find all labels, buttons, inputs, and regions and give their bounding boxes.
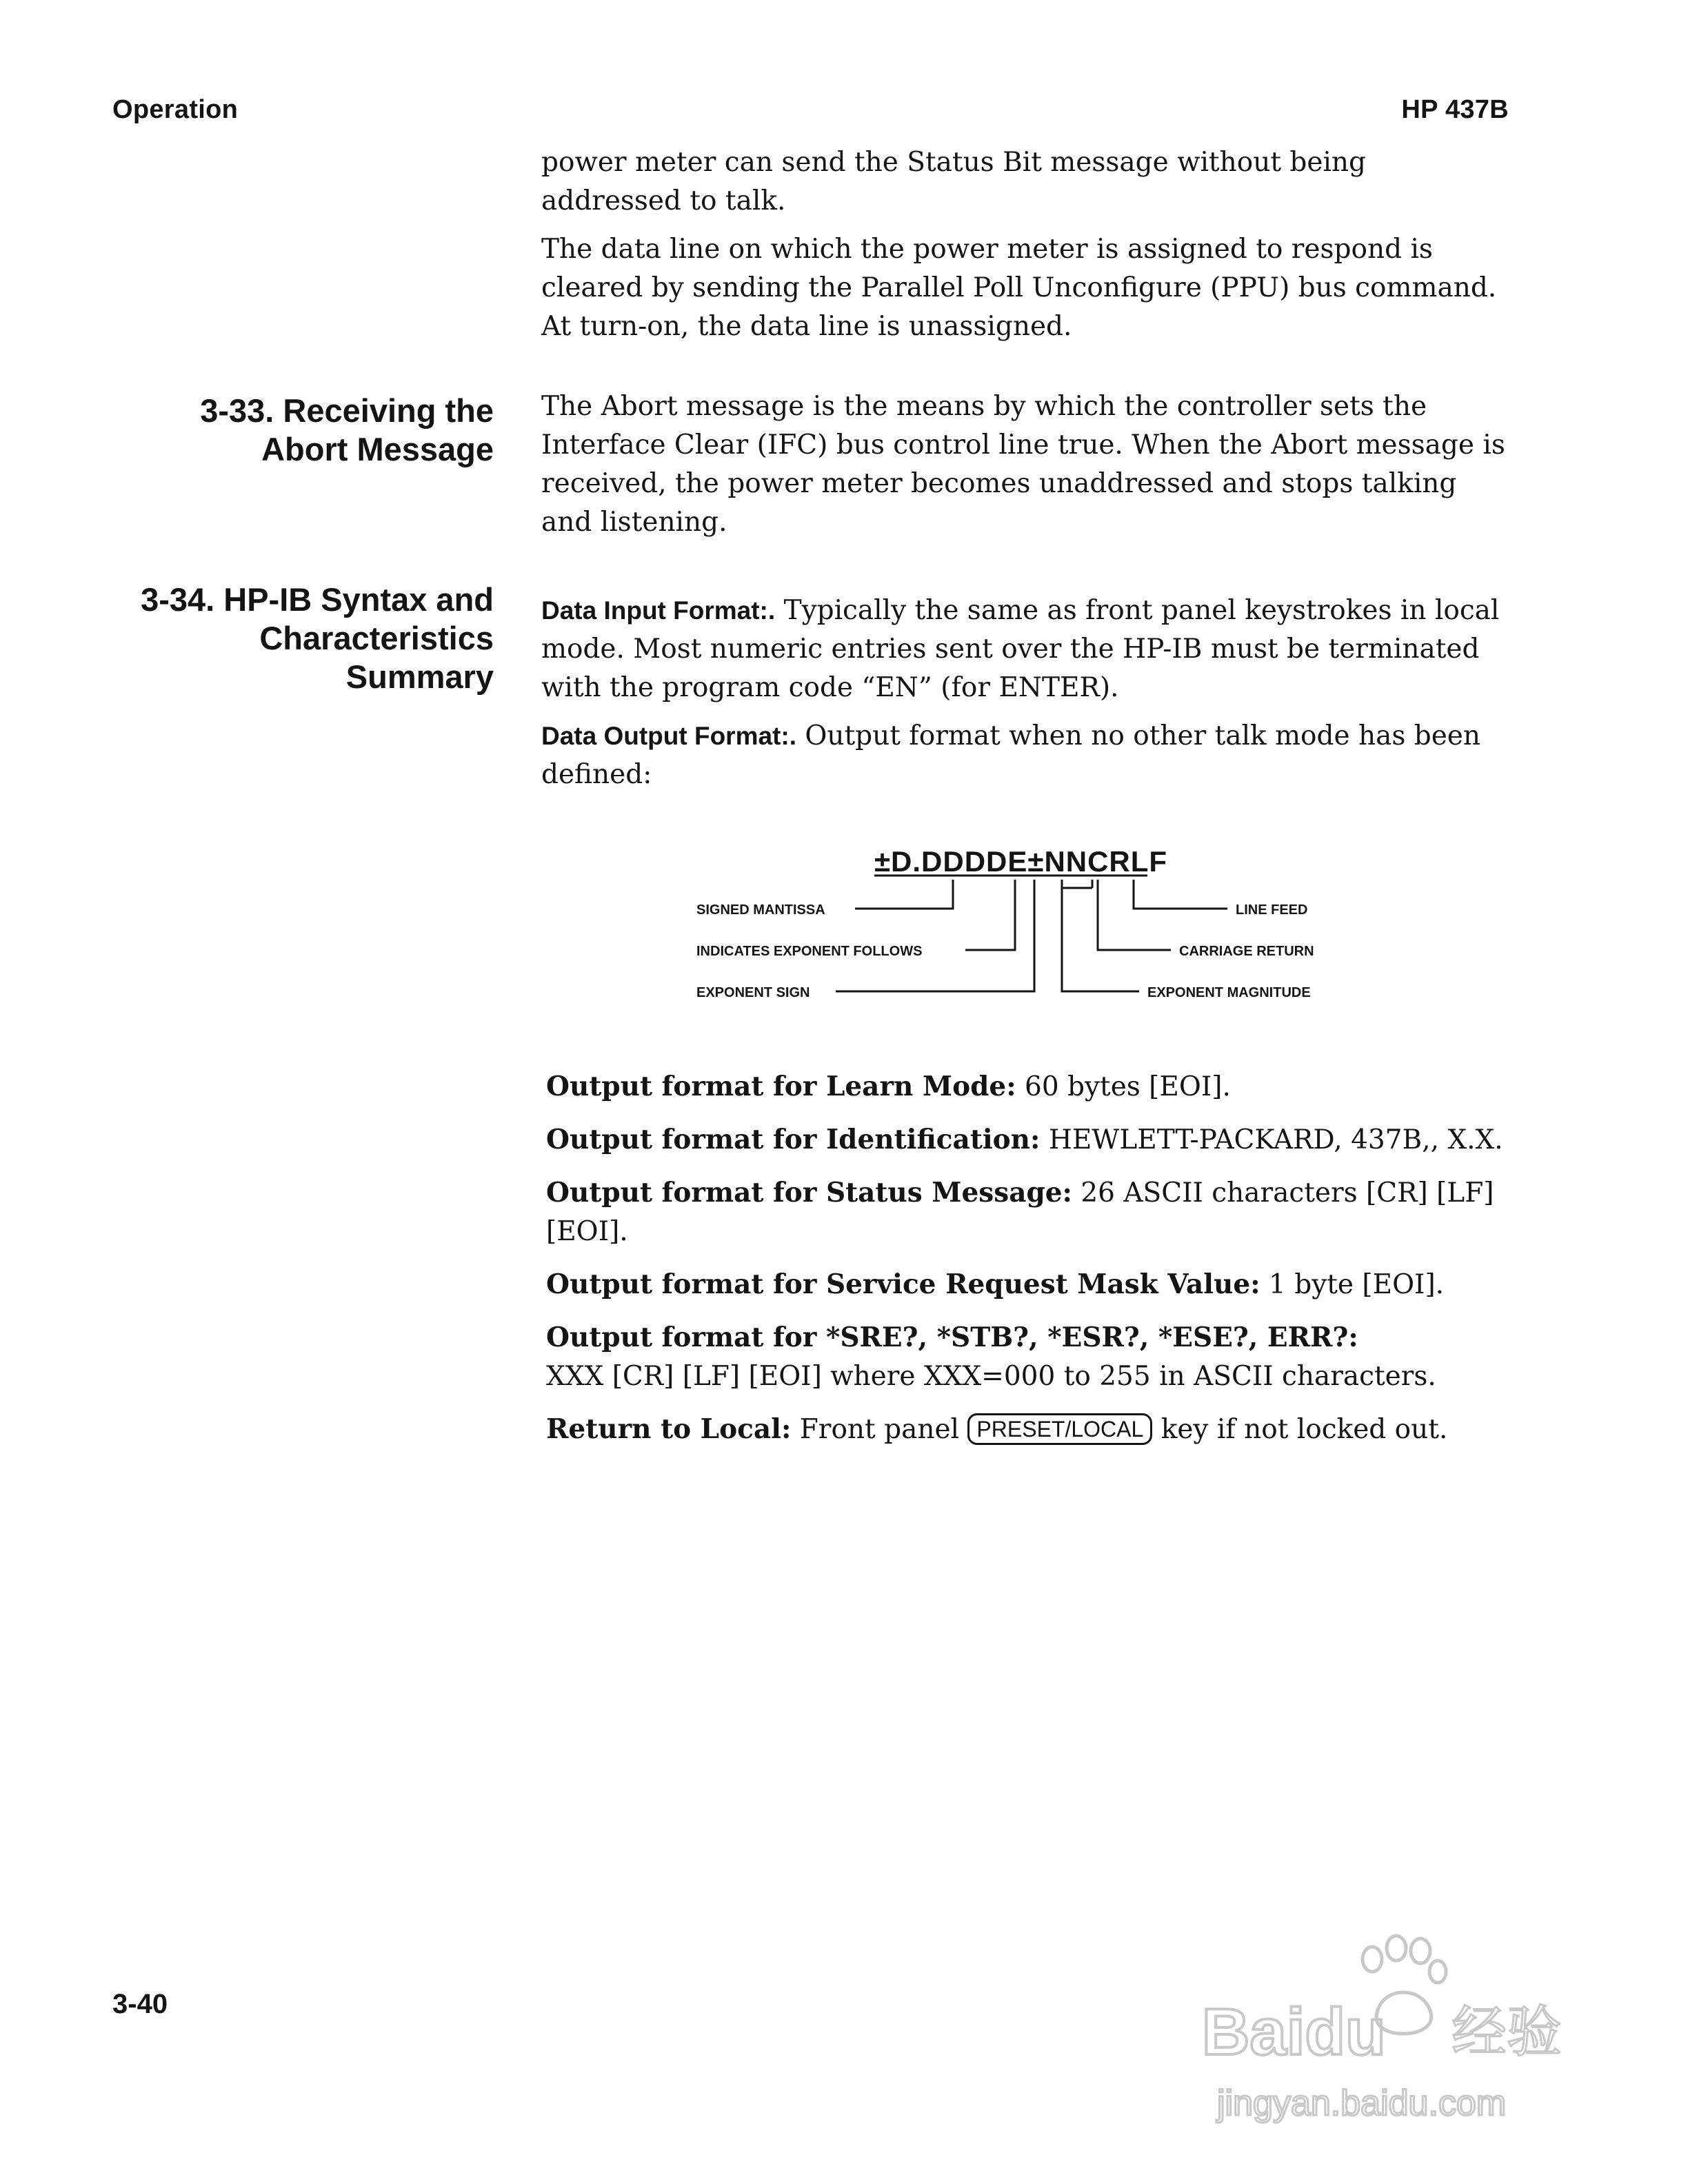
running-header-section: Operation <box>112 95 239 124</box>
section-body-3-33 <box>541 387 1507 542</box>
page-number: 3-40 <box>112 1989 168 2019</box>
output-format-value: 26 ASCII characters [CR] [LF] [EOI]. <box>546 1177 1494 1247</box>
label-exponent-magnitude: EXPONENT MAGNITUDE <box>1147 985 1311 1000</box>
heading-line: Characteristics <box>259 620 494 656</box>
watermark-brand: Baidu <box>1202 1995 1386 2069</box>
paragraph: The Abort message is the means by which the controller sets the Interface Clear (IFC) bus control line true. When the Abort message is received, the power meter becomes unaddressed and stops talking and listening. <box>541 391 1505 538</box>
heading-line: 3-34. HP-IB Syntax and <box>141 581 494 618</box>
return-to-local-text-after: key if not locked out. <box>1160 1414 1448 1445</box>
output-format-item <box>546 1173 1511 1251</box>
output-format-label: Output format for Status Message: <box>546 1177 1072 1209</box>
output-format-value: XXX [CR] [LF] [EOI] where XXX=000 to 255 in ASCII characters. <box>546 1361 1436 1392</box>
watermark-url: jingyan.baidu.com <box>1217 2083 1507 2123</box>
label-exponent-sign: EXPONENT SIGN <box>696 985 810 1000</box>
data-input-format-text: Typically the same as front panel keystrokes in local mode. Most numeric entries sent over the HP-IB must be terminated with the program code “EN” (for ENTER). <box>541 595 1500 703</box>
baidu-paw-logo-icon <box>1196 1910 1582 2130</box>
output-format-item <box>546 1318 1511 1396</box>
preset-local-key: PRESET/LOCAL <box>967 1413 1152 1445</box>
output-format-item <box>546 1067 1511 1106</box>
output-formats-list <box>546 1067 1511 1449</box>
heading-line: 3-33. Receiving the <box>200 392 494 429</box>
data-input-format-label: Data Input Format:. <box>541 596 776 625</box>
watermark-chinese: 经验 <box>1451 2000 1562 2064</box>
section-body-3-34 <box>541 592 1507 794</box>
output-format-diagram <box>676 841 1365 1020</box>
format-string: ±D.DDDDE±NNCRLF <box>874 845 1168 878</box>
output-format-item <box>546 1120 1511 1160</box>
continuation-text <box>541 143 1507 346</box>
output-format-value: 1 byte [EOI]. <box>1269 1269 1445 1300</box>
return-to-local-label: Return to Local: <box>546 1413 792 1445</box>
label-indicates-exponent-follows: INDICATES EXPONENT FOLLOWS <box>696 944 923 959</box>
data-output-format-label: Data Output Format:. <box>541 722 796 750</box>
paragraph: power meter can send the Status Bit message without being addressed to talk. <box>541 147 1366 216</box>
data-output-format-paragraph <box>541 717 1507 794</box>
output-format-diagram-svg <box>676 841 1365 1020</box>
output-format-label: Output format for Service Request Mask Value: <box>546 1268 1260 1300</box>
output-format-label: Output format for Learn Mode: <box>546 1071 1016 1102</box>
data-output-format-text: Output format when no other talk mode has been defined: <box>541 720 1480 790</box>
heading-line: Summary <box>345 658 494 695</box>
label-line-feed: LINE FEED <box>1236 902 1308 918</box>
label-carriage-return: CARRIAGE RETURN <box>1179 944 1314 959</box>
return-to-local-text: Front panel <box>799 1414 960 1445</box>
baidu-watermark <box>1196 1910 1582 2130</box>
output-format-value: HEWLETT-PACKARD, 437B,, X.X. <box>1048 1124 1503 1155</box>
output-format-label: Output format for *SRE?, *STB?, *ESR?, *ESE?, ERR?: <box>546 1322 1358 1353</box>
output-format-label: Output format for Identification: <box>546 1124 1041 1155</box>
data-input-format-paragraph <box>541 592 1507 707</box>
output-format-value: 60 bytes [EOI]. <box>1025 1071 1231 1102</box>
running-header-model: HP 437B <box>1401 95 1509 124</box>
output-format-item <box>546 1265 1511 1304</box>
paragraph: The data line on which the power meter is assigned to respond is cleared by sending the Parallel Poll Unconfigure (PPU) bus command. At turn-on, the data line is unassigned. <box>541 234 1497 342</box>
heading-line: Abort Message <box>261 431 494 467</box>
section-heading-3-33 <box>200 392 494 469</box>
label-signed-mantissa: SIGNED MANTISSA <box>696 902 825 918</box>
return-to-local-item <box>546 1410 1511 1449</box>
section-heading-3-34 <box>141 580 494 696</box>
